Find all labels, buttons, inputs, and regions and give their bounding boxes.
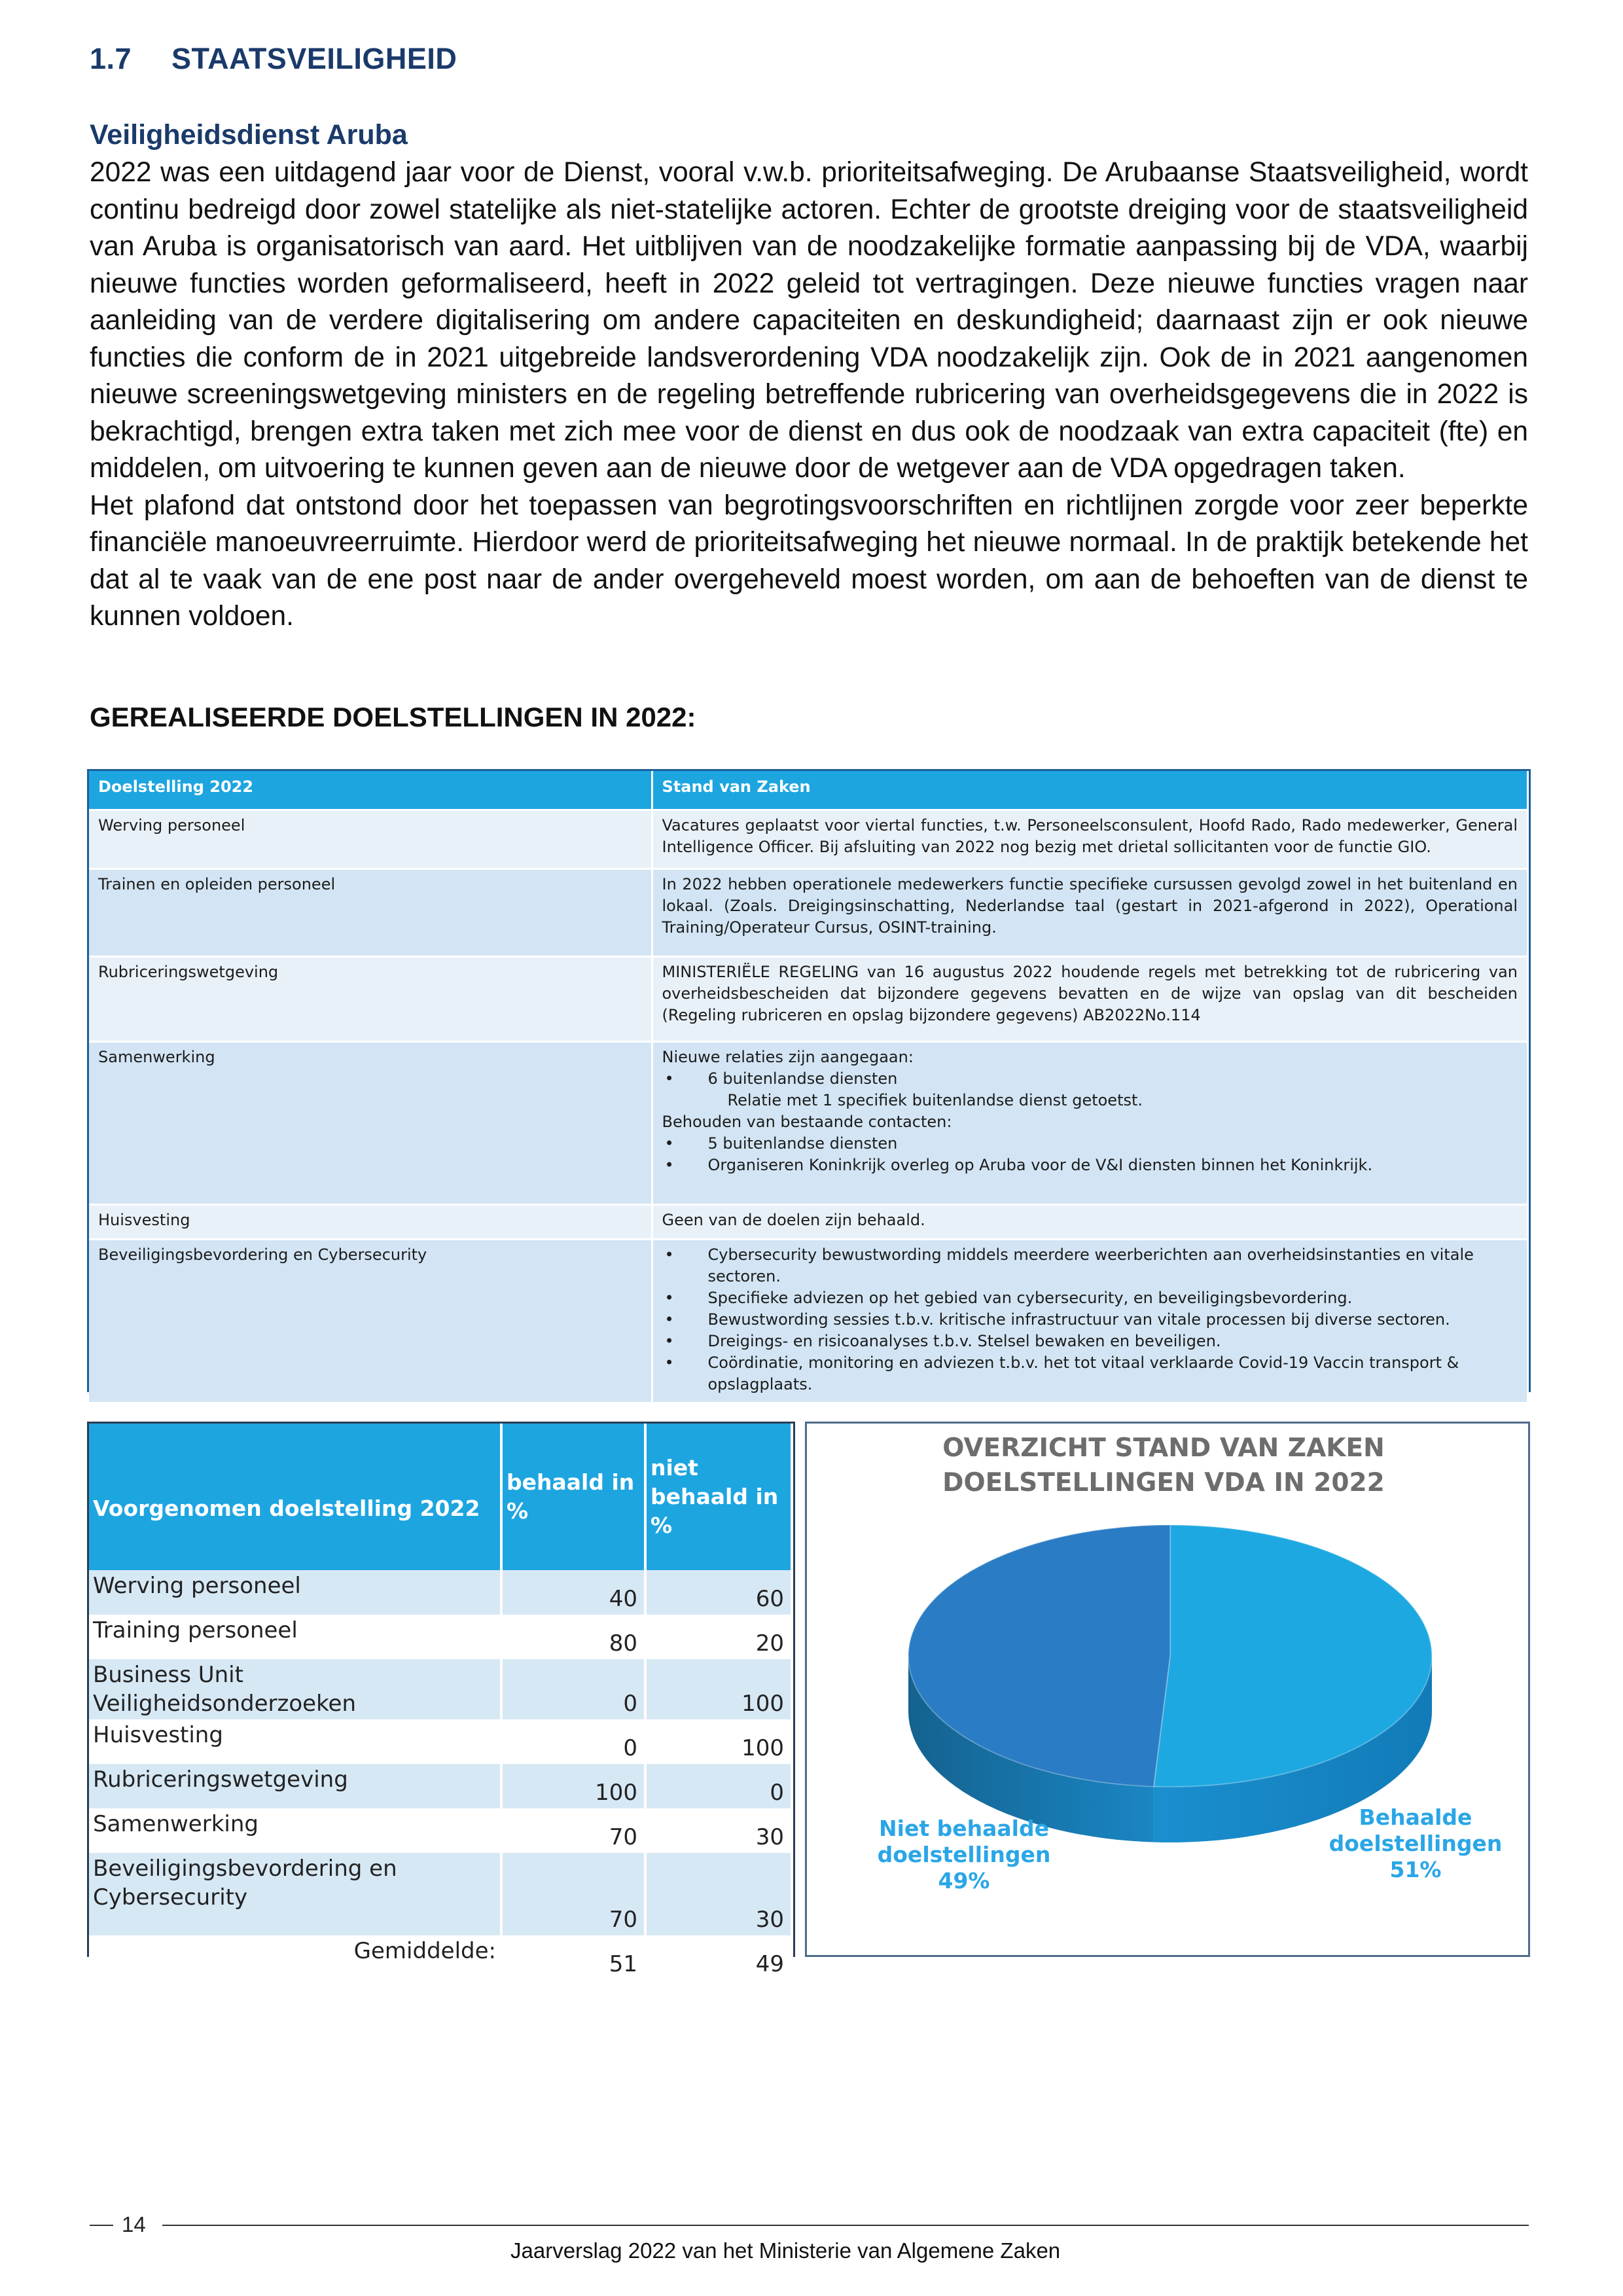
table-row — [89, 1570, 792, 1615]
average-row — [89, 1935, 792, 1980]
footer-text: Jaarverslag 2022 van het Ministerie van Algemene Zaken — [510, 2238, 1061, 2263]
not-achieved-value: 0 — [645, 1764, 792, 1808]
table-row — [89, 1808, 792, 1853]
goal-cell: Beveiligingsbevordering en Cybersecurity — [89, 1240, 652, 1403]
pie-chart — [807, 1424, 1528, 1955]
not-achieved-value: 30 — [645, 1808, 792, 1853]
section-title — [90, 42, 457, 76]
table-row — [89, 1615, 792, 1659]
page-number: 14 — [122, 2212, 146, 2236]
not-achieved-value: 30 — [645, 1853, 792, 1935]
status-bullet: • Organiseren Koninkrijk overleg op Aruba voor de V&I diensten binnen het Koninkrijk. — [662, 1155, 1518, 1176]
status-cell: Geen van de doelen zijn behaald. — [652, 1205, 1528, 1240]
table-header: Stand van Zaken — [652, 771, 1528, 810]
status-cell — [652, 1042, 1528, 1205]
goal-cell: Huisvesting — [89, 1205, 652, 1240]
achieved-value: 0 — [501, 1659, 645, 1719]
goal-cell: Werving personeel — [89, 810, 652, 869]
table-row — [89, 1205, 1528, 1240]
slice-label-line1: Niet behaalde — [879, 1816, 1049, 1841]
table-header: Voorgenomen doelstelling 2022 — [89, 1424, 501, 1570]
slice-label-line2: doelstellingen — [877, 1842, 1051, 1867]
table-row — [89, 869, 1528, 957]
goal-label: Werving personeel — [89, 1570, 501, 1615]
goal-label: Business Unit Veiligheidsonderzoeken — [89, 1659, 501, 1719]
status-cell — [652, 1240, 1528, 1403]
table-header: behaald in % — [501, 1424, 645, 1570]
slice-label-line1: Behaalde — [1359, 1804, 1472, 1830]
status-bullet: • Bewustwording sessies t.b.v. kritische infrastructuur van vitale processen bij diverse sectoren. — [662, 1309, 1518, 1331]
pie-chart-panel — [805, 1422, 1530, 1957]
section-number: 1.7 — [90, 42, 132, 75]
goal-label: Rubriceringswetgeving — [89, 1764, 501, 1808]
achieved-value: 70 — [501, 1853, 645, 1935]
footer-rule-left — [90, 2225, 113, 2226]
status-line: Relatie met 1 specifiek buitenlandse dienst getoetst. — [727, 1091, 1143, 1109]
not-achieved-value: 100 — [645, 1659, 792, 1719]
slice-label-pct: 49% — [938, 1868, 990, 1893]
goal-label: Samenwerking — [89, 1808, 501, 1853]
paragraph: Het plafond dat ontstond door het toepassen van begrotingsvoorschriften en richtlijnen zorgde voor zeer beperkte financiële manoeuvreerruimte. Hierdoor werd de prioriteitsafweging het nieuwe normaal. In de praktijk betekende het dat al te vaak van de ene post naar de ander overgeheveld moest worden, om aan de behoeften van de dienst te kunnen voldoen. — [90, 490, 1528, 632]
goal-label: Huisvesting — [89, 1719, 501, 1764]
body-text — [90, 154, 1528, 636]
achieved-value: 40 — [501, 1570, 645, 1615]
goal-label: Beveiligingsbevordering en Cybersecurity — [89, 1853, 501, 1935]
table-header: niet behaald in % — [645, 1424, 792, 1570]
footer-rule — [162, 2225, 1529, 2226]
chart-title-line1: OVERZICHT STAND VAN ZAKEN — [942, 1433, 1385, 1463]
goal-cell: Samenwerking — [89, 1042, 652, 1205]
goals-heading: GEREALISEERDE DOELSTELLINGEN IN 2022: — [90, 702, 696, 732]
subheading: Veiligheidsdienst Aruba — [90, 119, 408, 151]
average-not-achieved: 49 — [645, 1935, 792, 1980]
goal-cell: Trainen en opleiden personeel — [89, 869, 652, 957]
average-label: Gemiddelde: — [89, 1935, 501, 1980]
goals-status-table — [87, 769, 1531, 1392]
achieved-value: 80 — [501, 1615, 645, 1659]
table-row — [89, 1042, 1528, 1205]
slice-label-line2: doelstellingen — [1329, 1831, 1503, 1856]
achieved-value: 70 — [501, 1808, 645, 1853]
status-line: Behouden van bestaande contacten: — [662, 1113, 952, 1131]
status-cell: MINISTERIËLE REGELING van 16 augustus 2022 houdende regels met betrekking tot de rubricering van overheidsbescheiden dat bijzondere gegevens bevatten en de wijze van opslag van dit bescheiden (Regeling rubriceren en opslag bijzondere gegevens) AB2022No.114 — [652, 957, 1528, 1042]
section-title-text: STAATSVEILIGHEID — [171, 42, 457, 75]
table-row — [89, 810, 1528, 869]
status-bullet: • 5 buitenlandse diensten — [662, 1133, 1518, 1155]
status-cell: Vacatures geplaatst voor viertal functies, t.w. Personeelsconsulent, Hoofd Rado, Rado medewerker, General Intelligence Officer. Bij afsluiting van 2022 nog bezig met drietal sollicitanten voor de functie GIO. — [652, 810, 1528, 869]
table-row — [89, 1853, 792, 1935]
achieved-value: 100 — [501, 1764, 645, 1808]
status-bullet: • Specifieke adviezen op het gebied van cybersecurity, en beveiligingsbevordering. — [662, 1287, 1518, 1309]
table-row — [89, 1659, 792, 1719]
status-bullet: • Coördinatie, monitoring en adviezen t.b.v. het tot vitaal verklaarde Covid-19 Vaccin transport & opslagplaats. — [662, 1352, 1518, 1395]
not-achieved-value: 60 — [645, 1570, 792, 1615]
slice-label-pct: 51% — [1389, 1857, 1442, 1882]
status-cell: In 2022 hebben operationele medewerkers functie specifieke cursussen gevolgd zowel in het buitenland en lokaal. (Zoals. Dreigingsinschatting, Nederlandse taal (gestart in 2021-afgerond in 2022), Operational Training/Operateur Cursus, OSINT-training. — [652, 869, 1528, 957]
not-achieved-value: 100 — [645, 1719, 792, 1764]
table-row — [89, 957, 1528, 1042]
table-header: Doelstelling 2022 — [89, 771, 652, 810]
goal-label: Training personeel — [89, 1615, 501, 1659]
pie-body — [908, 1525, 1432, 1842]
status-line: Nieuwe relaties zijn aangegaan: — [662, 1048, 914, 1066]
goal-cell: Rubriceringswetgeving — [89, 957, 652, 1042]
paragraph: 2022 was een uitdagend jaar voor de Dienst, vooral v.w.b. prioriteitsafweging. De Arubaanse Staatsveiligheid, wordt continu bedreigd door zowel statelijke als niet-statelijke actoren. Echter de grootste dreiging voor de staatsveiligheid van Aruba is organisatorisch van aard. Het uitblijven van de noodzakelijke formatie aanpassing bij de VDA, waarbij nieuwe functies worden geformaliseerd, heeft in 2022 geleid tot vertragingen. Deze nieuwe functies vragen naar aanleiding van de verdere digitalisering om andere capaciteiten en deskundigheid; daarnaast zijn er ook nieuwe functies die conform de in 2021 uitgebreide landsverordening VDA noodzakelijk zijn. Ook de in 2021 aangenomen nieuwe screeningswetgeving ministers en de regeling betreffende rubricering van overheidsgegevens die in 2022 is bekrachtigd, brengen extra taken met zich mee voor de dienst en dus ook de noodzaak van extra capaciteit (fte) en middelen, om uitvoering te kunnen geven aan de nieuwe door de wetgever aan de VDA opgedragen taken. — [90, 157, 1528, 484]
chart-title-line2: DOELSTELLINGEN VDA IN 2022 — [942, 1468, 1385, 1498]
status-bullet: • Cybersecurity bewustwording middels meerdere weerberichten aan overheidsinstanties en vitale sectoren. — [662, 1244, 1518, 1287]
table-row — [89, 1764, 792, 1808]
status-bullet: • Dreigings- en risicoanalyses t.b.v. Stelsel bewaken en beveiligen. — [662, 1331, 1518, 1352]
table-row — [89, 1719, 792, 1764]
not-achieved-value: 20 — [645, 1615, 792, 1659]
achieved-value: 0 — [501, 1719, 645, 1764]
table-row — [89, 1240, 1528, 1403]
status-bullet: • 6 buitenlandse diensten — [662, 1068, 1518, 1090]
goals-percentage-table — [87, 1422, 795, 1977]
average-achieved: 51 — [501, 1935, 645, 1980]
